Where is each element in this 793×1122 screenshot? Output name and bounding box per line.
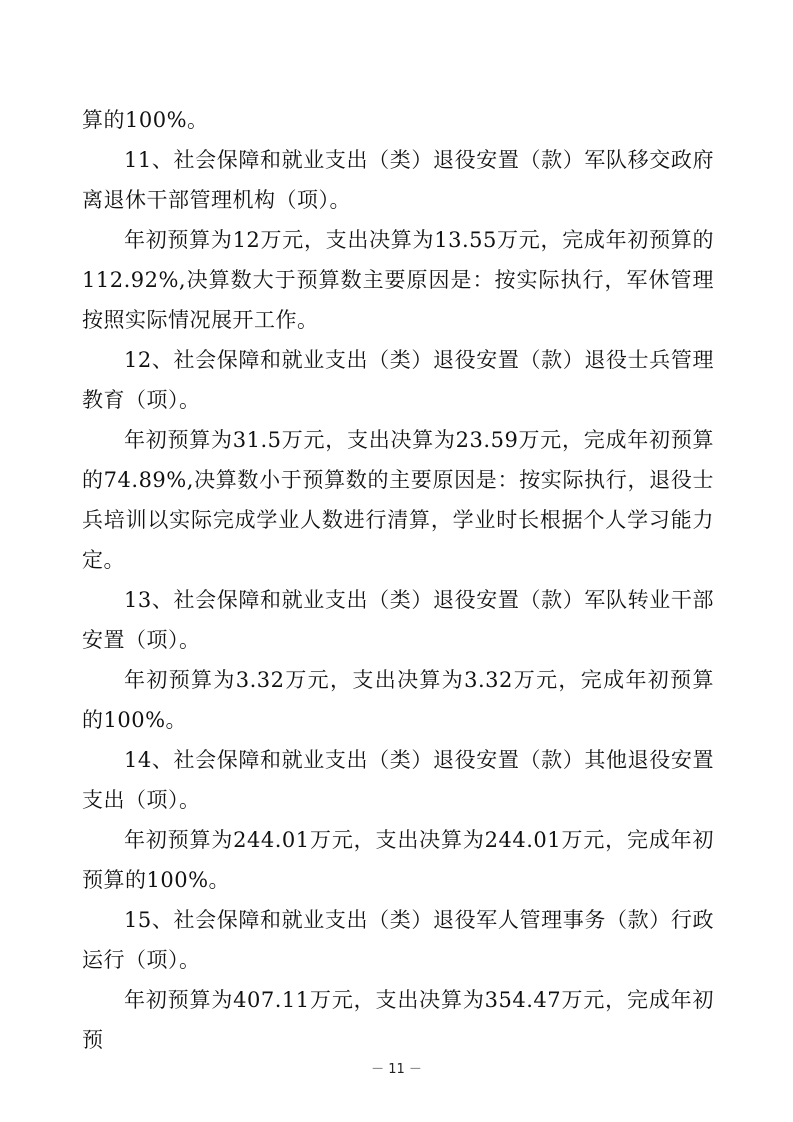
- paragraph-continued: 算的100%。: [82, 108, 209, 132]
- item-detail-13: 年初预算为3.32万元，支出决算为3.32万元，完成年初预算的100%。: [82, 668, 714, 732]
- item-detail-15: 年初预算为407.11万元，支出决算为354.47万元，完成年初预: [82, 988, 714, 1052]
- item-heading-13: 13、社会保障和就业支出（类）退役安置（款）军队转业干部安置（项）。: [82, 588, 714, 652]
- item-heading-14: 14、社会保障和就业支出（类）退役安置（款）其他退役安置支出（项）。: [82, 748, 714, 812]
- item-heading-11: 11、社会保障和就业支出（类）退役安置（款）军队移交政府离退休干部管理机构（项）。: [82, 148, 714, 212]
- item-detail-11: 年初预算为12万元，支出决算为13.55万元，完成年初预算的112.92%,决算数大于预算数主要原因是：按实际执行，军休管理按照实际情况展开工作。: [82, 228, 714, 332]
- page-number: － 11 －: [371, 1062, 422, 1077]
- item-detail-14: 年初预算为244.01万元，支出决算为244.01万元，完成年初预算的100%。: [82, 828, 714, 892]
- item-detail-12: 年初预算为31.5万元，支出决算为23.59万元，完成年初预算的74.89%,决算数小于预算数的主要原因是：按实际执行，退役士兵培训以实际完成学业人数进行清算，学业时长根据个人学习能力定。: [82, 428, 714, 572]
- item-heading-12: 12、社会保障和就业支出（类）退役安置（款）退役士兵管理教育（项）。: [82, 348, 714, 412]
- item-heading-15: 15、社会保障和就业支出（类）退役军人管理事务（款）行政运行（项）。: [82, 908, 714, 972]
- document-body: [82, 100, 714, 1060]
